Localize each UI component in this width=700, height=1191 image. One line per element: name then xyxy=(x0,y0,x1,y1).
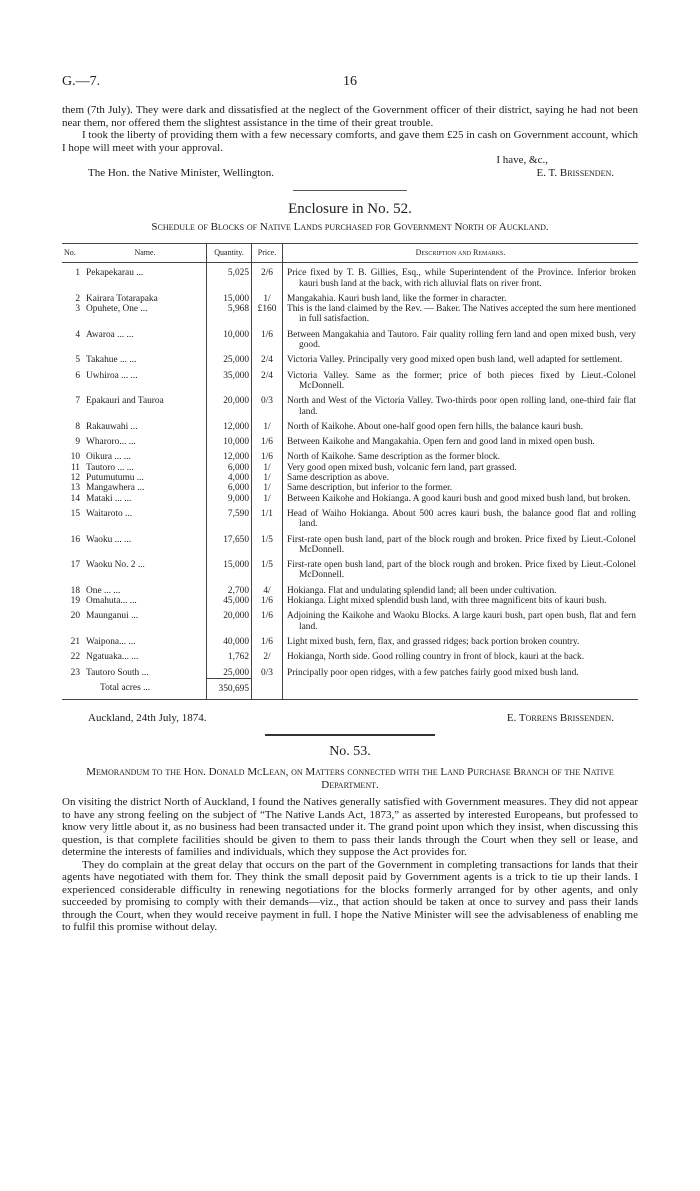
row-number: 15 xyxy=(70,508,80,519)
schedule-row xyxy=(62,447,638,462)
row-quantity: 4,000 xyxy=(207,473,252,483)
letter-section xyxy=(62,104,638,180)
row-description: Mangakahia. Kauri bush land, like the former in character. xyxy=(287,293,507,304)
row-description: Same description as above. xyxy=(287,473,390,484)
row-number: 21 xyxy=(70,636,80,647)
schedule-row xyxy=(62,504,638,530)
row-number: 1 xyxy=(75,268,80,279)
row-number: 19 xyxy=(70,596,80,607)
page-number: 16 xyxy=(343,74,357,89)
row-number: 8 xyxy=(75,421,80,432)
schedule-row xyxy=(62,530,638,556)
row-name: Uwhiroa ... ... xyxy=(86,370,138,381)
row-name: Opuhete, One ... xyxy=(86,304,148,315)
row-description: North of Kaikohe. About one-half good open fern hills, the balance kauri bush. xyxy=(287,421,584,432)
row-number: 20 xyxy=(70,611,80,622)
row-description: Victoria Valley. Principally very good mixed open bush land, well adapted for settlement. xyxy=(287,355,623,366)
row-name: Kairara Totarapaka xyxy=(86,293,158,304)
row-quantity: 12,000 xyxy=(207,417,252,432)
row-price: 1/5 xyxy=(252,530,283,556)
schedule-row xyxy=(62,632,638,647)
row-name: Awaroa ... ... xyxy=(86,329,134,340)
row-description: Between Kaikohe and Mangakahia. Open fern and good land in mixed open bush. xyxy=(287,437,595,448)
row-price: 0/3 xyxy=(252,391,283,417)
row-quantity: 20,000 xyxy=(207,391,252,417)
row-description: Very good open mixed bush, volcanic fern land, part grassed. xyxy=(287,462,517,473)
letter-paragraph: I took the liberty of providing them with a few necessary comforts, and gave them £25 in cash on Government account, which I hope will meet with your approval. xyxy=(62,129,638,154)
row-name: Ngatuaka... ... xyxy=(86,652,139,663)
row-price: 1/5 xyxy=(252,555,283,581)
row-number: 18 xyxy=(70,585,80,596)
schedule-row xyxy=(62,304,638,325)
schedule-row xyxy=(62,473,638,483)
row-description: Hokianga. Flat and undulating splendid land; all been under cultivation. xyxy=(287,585,557,596)
row-description: North and West of the Victoria Valley. Two-thirds poor open rolling land, one-third fair flat land. xyxy=(287,396,636,417)
memo-paragraph: They do complain at the great delay that occurs on the part of the Government in completing transactions for lands that their agents have negotiated with them for. They think the small deposit paid by Government agents is a trick to tie up their lands. I experienced considerable difficulty in renewing negotiations for the blocks formerly arranged for by other agents, and only succeeded by promising to comply with their demands—viz., that action should be taken at once to survey and pass their lands through the Court, when they would receive payment in full. I hope the Native Minister will see the advisableness of enabling me to fulfil this promise without delay. xyxy=(62,858,638,934)
schedule-header-row xyxy=(62,244,638,263)
row-name: Rakauwahi ... xyxy=(86,421,138,432)
row-number: 7 xyxy=(75,396,80,407)
schedule-row xyxy=(62,432,638,447)
schedule-row xyxy=(62,647,638,662)
row-name: Putumutumu ... xyxy=(86,473,144,484)
row-number: 9 xyxy=(75,437,80,448)
row-price: £160 xyxy=(252,304,283,325)
row-name: Waoku ... ... xyxy=(86,534,132,545)
schedule-table xyxy=(62,243,638,700)
row-description: First-rate open bush land, part of the block rough and broken. Price fixed by Lieut.-Colonel McDonnell. xyxy=(287,560,636,581)
enclosure-title: Enclosure in No. 52. xyxy=(288,201,412,217)
row-price: 1/6 xyxy=(252,632,283,647)
row-price: 1/ xyxy=(252,417,283,432)
row-price: 1/ xyxy=(252,289,283,304)
row-quantity: 5,025 xyxy=(207,263,252,289)
col-name: Name. xyxy=(84,244,207,263)
row-name: Epakauri and Tauroa xyxy=(86,396,164,407)
row-price: 1/ xyxy=(252,494,283,504)
row-number: 23 xyxy=(70,667,80,678)
memo-paragraph: On visiting the district North of Auckland, I found the Natives generally satisfied with Government measures. They did not appear to have any strong feeling on the subject of “The Native Lands Act, 1873,” as asserted by interested Europeans, but professed to know very little about it, as no business had been transacted under it. The grand point upon which they insist, when discussing this question, is that complete facilities should be given to them to pass their lands through the Court when they sell or lease, and determine the interests of families and individuals, which they suppose the Act provides for. xyxy=(62,796,638,859)
row-name: Maunganui ... xyxy=(86,611,139,622)
row-name: One ... ... xyxy=(86,585,121,596)
row-quantity: 25,000 xyxy=(207,663,252,679)
row-quantity: 6,000 xyxy=(207,483,252,493)
divider xyxy=(265,734,435,736)
row-description: Hokianga, North side. Good rolling country in front of block, kauri at the back. xyxy=(287,652,585,663)
row-description: Between Mangakahia and Tautoro. Fair quality rolling fern land and open mixed bush, very good. xyxy=(287,329,636,351)
row-description: Light mixed bush, fern, flax, and grassed ridges; back portion broken country. xyxy=(287,636,580,647)
row-price: 1/6 xyxy=(252,447,283,462)
row-number: 6 xyxy=(75,370,80,381)
schedule-total-row xyxy=(62,678,638,699)
row-name: Omahuta... ... xyxy=(86,596,137,607)
row-price: 1/ xyxy=(252,473,283,483)
schedule-row xyxy=(62,289,638,304)
page-reference: G.—7. xyxy=(62,74,101,89)
row-description: Same description, but inferior to the former. xyxy=(287,483,453,494)
page-header xyxy=(62,70,638,92)
row-name: Takahue ... ... xyxy=(86,355,137,366)
row-price: 1/ xyxy=(252,463,283,473)
row-quantity: 20,000 xyxy=(207,606,252,632)
row-name: Waipona... ... xyxy=(86,636,136,647)
total-desc-spacer xyxy=(283,678,639,699)
row-number: 5 xyxy=(75,355,80,366)
row-quantity: 15,000 xyxy=(207,289,252,304)
col-no: No. xyxy=(62,244,84,263)
col-description: Description and Remarks. xyxy=(283,244,639,263)
row-price: 1/ xyxy=(252,483,283,493)
letter-closing: I have, &c., xyxy=(496,154,548,166)
row-quantity: 10,000 xyxy=(207,432,252,447)
row-number: 13 xyxy=(70,483,80,494)
row-description: Victoria Valley. Same as the former; price of both pieces fixed by Lieut.-Colonel McDonnell. xyxy=(287,370,636,391)
row-name: Tautoro South ... xyxy=(86,667,149,678)
schedule-row xyxy=(62,596,638,606)
row-price: 2/4 xyxy=(252,350,283,365)
row-quantity: 9,000 xyxy=(207,494,252,504)
row-number: 11 xyxy=(70,462,80,473)
row-quantity: 45,000 xyxy=(207,596,252,606)
row-name: Waoku No. 2 ... xyxy=(86,560,145,571)
row-price: 1/6 xyxy=(252,432,283,447)
row-number: 22 xyxy=(70,652,80,663)
row-number: 10 xyxy=(70,452,80,463)
row-price: 1/6 xyxy=(252,596,283,606)
letter-signature: E. T. Brissenden. xyxy=(536,167,614,179)
row-number: 14 xyxy=(70,493,80,504)
row-price: 1/1 xyxy=(252,504,283,530)
row-name: Mataki ... ... xyxy=(86,493,132,504)
row-price: 4/ xyxy=(252,581,283,596)
row-quantity: 25,000 xyxy=(207,350,252,365)
row-description: Price fixed by T. B. Gillies, Esq., while Superintendent of the Province. Inferior broken kauri bush land at the back, with rich alluvial flats on river front. xyxy=(287,268,636,289)
schedule-row xyxy=(62,606,638,632)
total-spacer xyxy=(62,678,84,699)
letter-addressee: The Hon. the Native Minister, Wellington. xyxy=(88,167,275,179)
schedule-row xyxy=(62,663,638,679)
row-description: Between Kaikohe and Hokianga. A good kauri bush and good mixed bush land, but broken. xyxy=(287,493,631,504)
section-title: No. 53. xyxy=(329,744,371,760)
row-description: Head of Waiho Hokianga. About 500 acres kauri bush, the balance good flat and rolling land. xyxy=(287,508,636,530)
schedule-signature: E. Torrens Brissenden. xyxy=(506,712,614,725)
schedule-row xyxy=(62,463,638,473)
row-name: Tautoro ... ... xyxy=(86,462,134,473)
row-number: 16 xyxy=(70,534,80,545)
schedule-sign-row xyxy=(62,712,638,724)
total-price-spacer xyxy=(252,678,283,699)
total-value: 350,695 xyxy=(207,678,252,699)
row-quantity: 7,590 xyxy=(207,504,252,530)
row-quantity: 12,000 xyxy=(207,447,252,462)
row-quantity: 10,000 xyxy=(207,325,252,351)
memorandum-heading: Memorandum to the Hon. Donald McLean, on Matters connected with the Land Purchase Branch of the Native Department. xyxy=(86,766,614,792)
row-name: Mangawhera ... xyxy=(86,483,145,494)
schedule-row xyxy=(62,263,638,289)
schedule-row xyxy=(62,494,638,504)
row-quantity: 40,000 xyxy=(207,632,252,647)
row-description: Principally poor open ridges, with a few patches fairly good mixed bush land. xyxy=(287,667,579,678)
row-quantity: 35,000 xyxy=(207,366,252,392)
row-description: First-rate open bush land, part of the block rough and broken. Price fixed by Lieut.-Colonel McDonnell. xyxy=(287,534,636,555)
col-quantity: Quantity. xyxy=(207,244,252,263)
row-number: 3 xyxy=(75,304,80,315)
row-number: 17 xyxy=(70,560,80,571)
schedule-row xyxy=(62,581,638,596)
row-quantity: 15,000 xyxy=(207,555,252,581)
schedule-body xyxy=(62,263,638,700)
schedule-row xyxy=(62,391,638,417)
row-price: 1/6 xyxy=(252,325,283,351)
row-name: Waitaroto ... xyxy=(86,508,133,519)
row-quantity: 2,700 xyxy=(207,581,252,596)
schedule-row xyxy=(62,350,638,365)
schedule-row xyxy=(62,417,638,432)
row-quantity: 17,650 xyxy=(207,530,252,556)
document-page xyxy=(62,70,638,934)
col-price: Price. xyxy=(252,244,283,263)
row-quantity: 6,000 xyxy=(207,463,252,473)
schedule-row xyxy=(62,325,638,351)
row-quantity: 1,762 xyxy=(207,647,252,662)
row-quantity: 5,968 xyxy=(207,304,252,325)
schedule-row xyxy=(62,366,638,392)
letter-paragraph: them (7th July). They were dark and dissatisfied at the neglect of the Government officer of their district, saying he had not been near them, nor offered them the slightest assistance in the time of their great trouble. xyxy=(62,104,638,129)
row-description: This is the land claimed by the Rev. — Baker. The Natives accepted the sum here mentioned in full satisfaction. xyxy=(287,304,636,325)
total-label: Total acres ... xyxy=(84,678,207,699)
row-price: 2/6 xyxy=(252,263,283,289)
row-number: 4 xyxy=(75,329,80,340)
row-name: Pekapekarau ... xyxy=(86,268,144,279)
row-price: 1/6 xyxy=(252,606,283,632)
row-number: 2 xyxy=(75,293,80,304)
row-description: Adjoining the Kaikohe and Waoku Blocks. A large kauri bush, part open bush, flat and fern land. xyxy=(287,611,636,632)
row-description: North of Kaikohe. Same description as the former block. xyxy=(287,452,500,463)
row-description: Hokianga. Light mixed splendid bush land, with three magnificent bits of kauri bush. xyxy=(287,596,607,607)
row-price: 0/3 xyxy=(252,663,283,679)
letter-sign-row xyxy=(62,167,638,180)
row-price: 2/ xyxy=(252,647,283,662)
row-price: 2/4 xyxy=(252,366,283,392)
row-name: Wharoro... ... xyxy=(86,437,136,448)
divider xyxy=(293,190,407,191)
schedule-row xyxy=(62,483,638,493)
schedule-place-date: Auckland, 24th July, 1874. xyxy=(88,712,207,725)
schedule-row xyxy=(62,555,638,581)
enclosure-subtitle: Schedule of Blocks of Native Lands purchased for Government North of Auckland. xyxy=(151,221,549,233)
row-name: Oikura ... ... xyxy=(86,452,131,463)
row-number: 12 xyxy=(70,473,80,484)
